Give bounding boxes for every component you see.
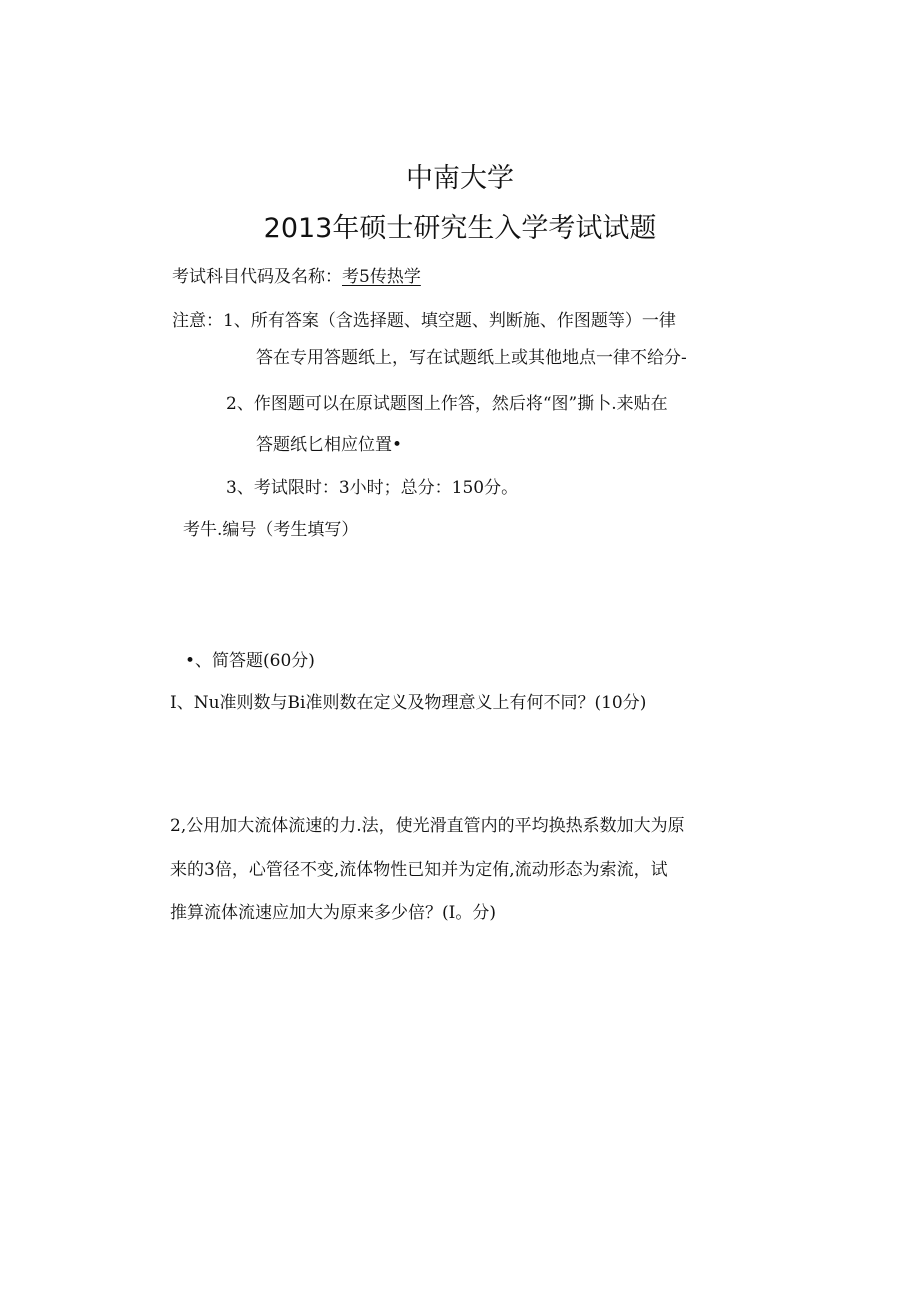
- notice-item2-line1: 2、作图题可以在原试题图上作答，然后将“图”撕卜.来贴在: [226, 394, 668, 414]
- notice-item2-line2: 答题纸匕相应位置•: [256, 435, 403, 455]
- notice-item1-line1: 注意：1、所有答案（含选择题、填空题、判断施、作图题等）一律: [172, 311, 676, 331]
- question-2-line2: 来的3倍，心管径不变,流体物性已知并为定侑,流动形态为索流，试: [170, 860, 668, 880]
- question-2-line3: 推算流体流速应加大为原来多少倍？(I。分): [170, 903, 496, 923]
- subject-line: [172, 266, 421, 288]
- notice-item1-line2: 答在专用答题纸上，写在试题纸上或其他地点一律不给分-: [256, 348, 687, 368]
- subject-label: 考试科目代码及名称：: [172, 267, 342, 287]
- exam-title: 2013年硕士研究生入学考试试题: [263, 213, 657, 244]
- notice-item3: 3、考试限时：3小时；总分：150分。: [226, 478, 519, 498]
- subject-value: 考5传热学: [342, 267, 421, 287]
- question-2-line1: 2,公用加大流体流速的力.法，使光滑直管内的平均换热系数加大为原: [170, 816, 685, 836]
- section-heading: •、简答题(60分): [185, 651, 315, 671]
- university-name: 中南大学: [406, 163, 514, 194]
- candidate-number-label: 考牛.编号（考生填写）: [183, 520, 359, 540]
- question-1: I、Nu准则数与Bi准则数在定义及物理意义上有何不同？(10分): [170, 693, 647, 713]
